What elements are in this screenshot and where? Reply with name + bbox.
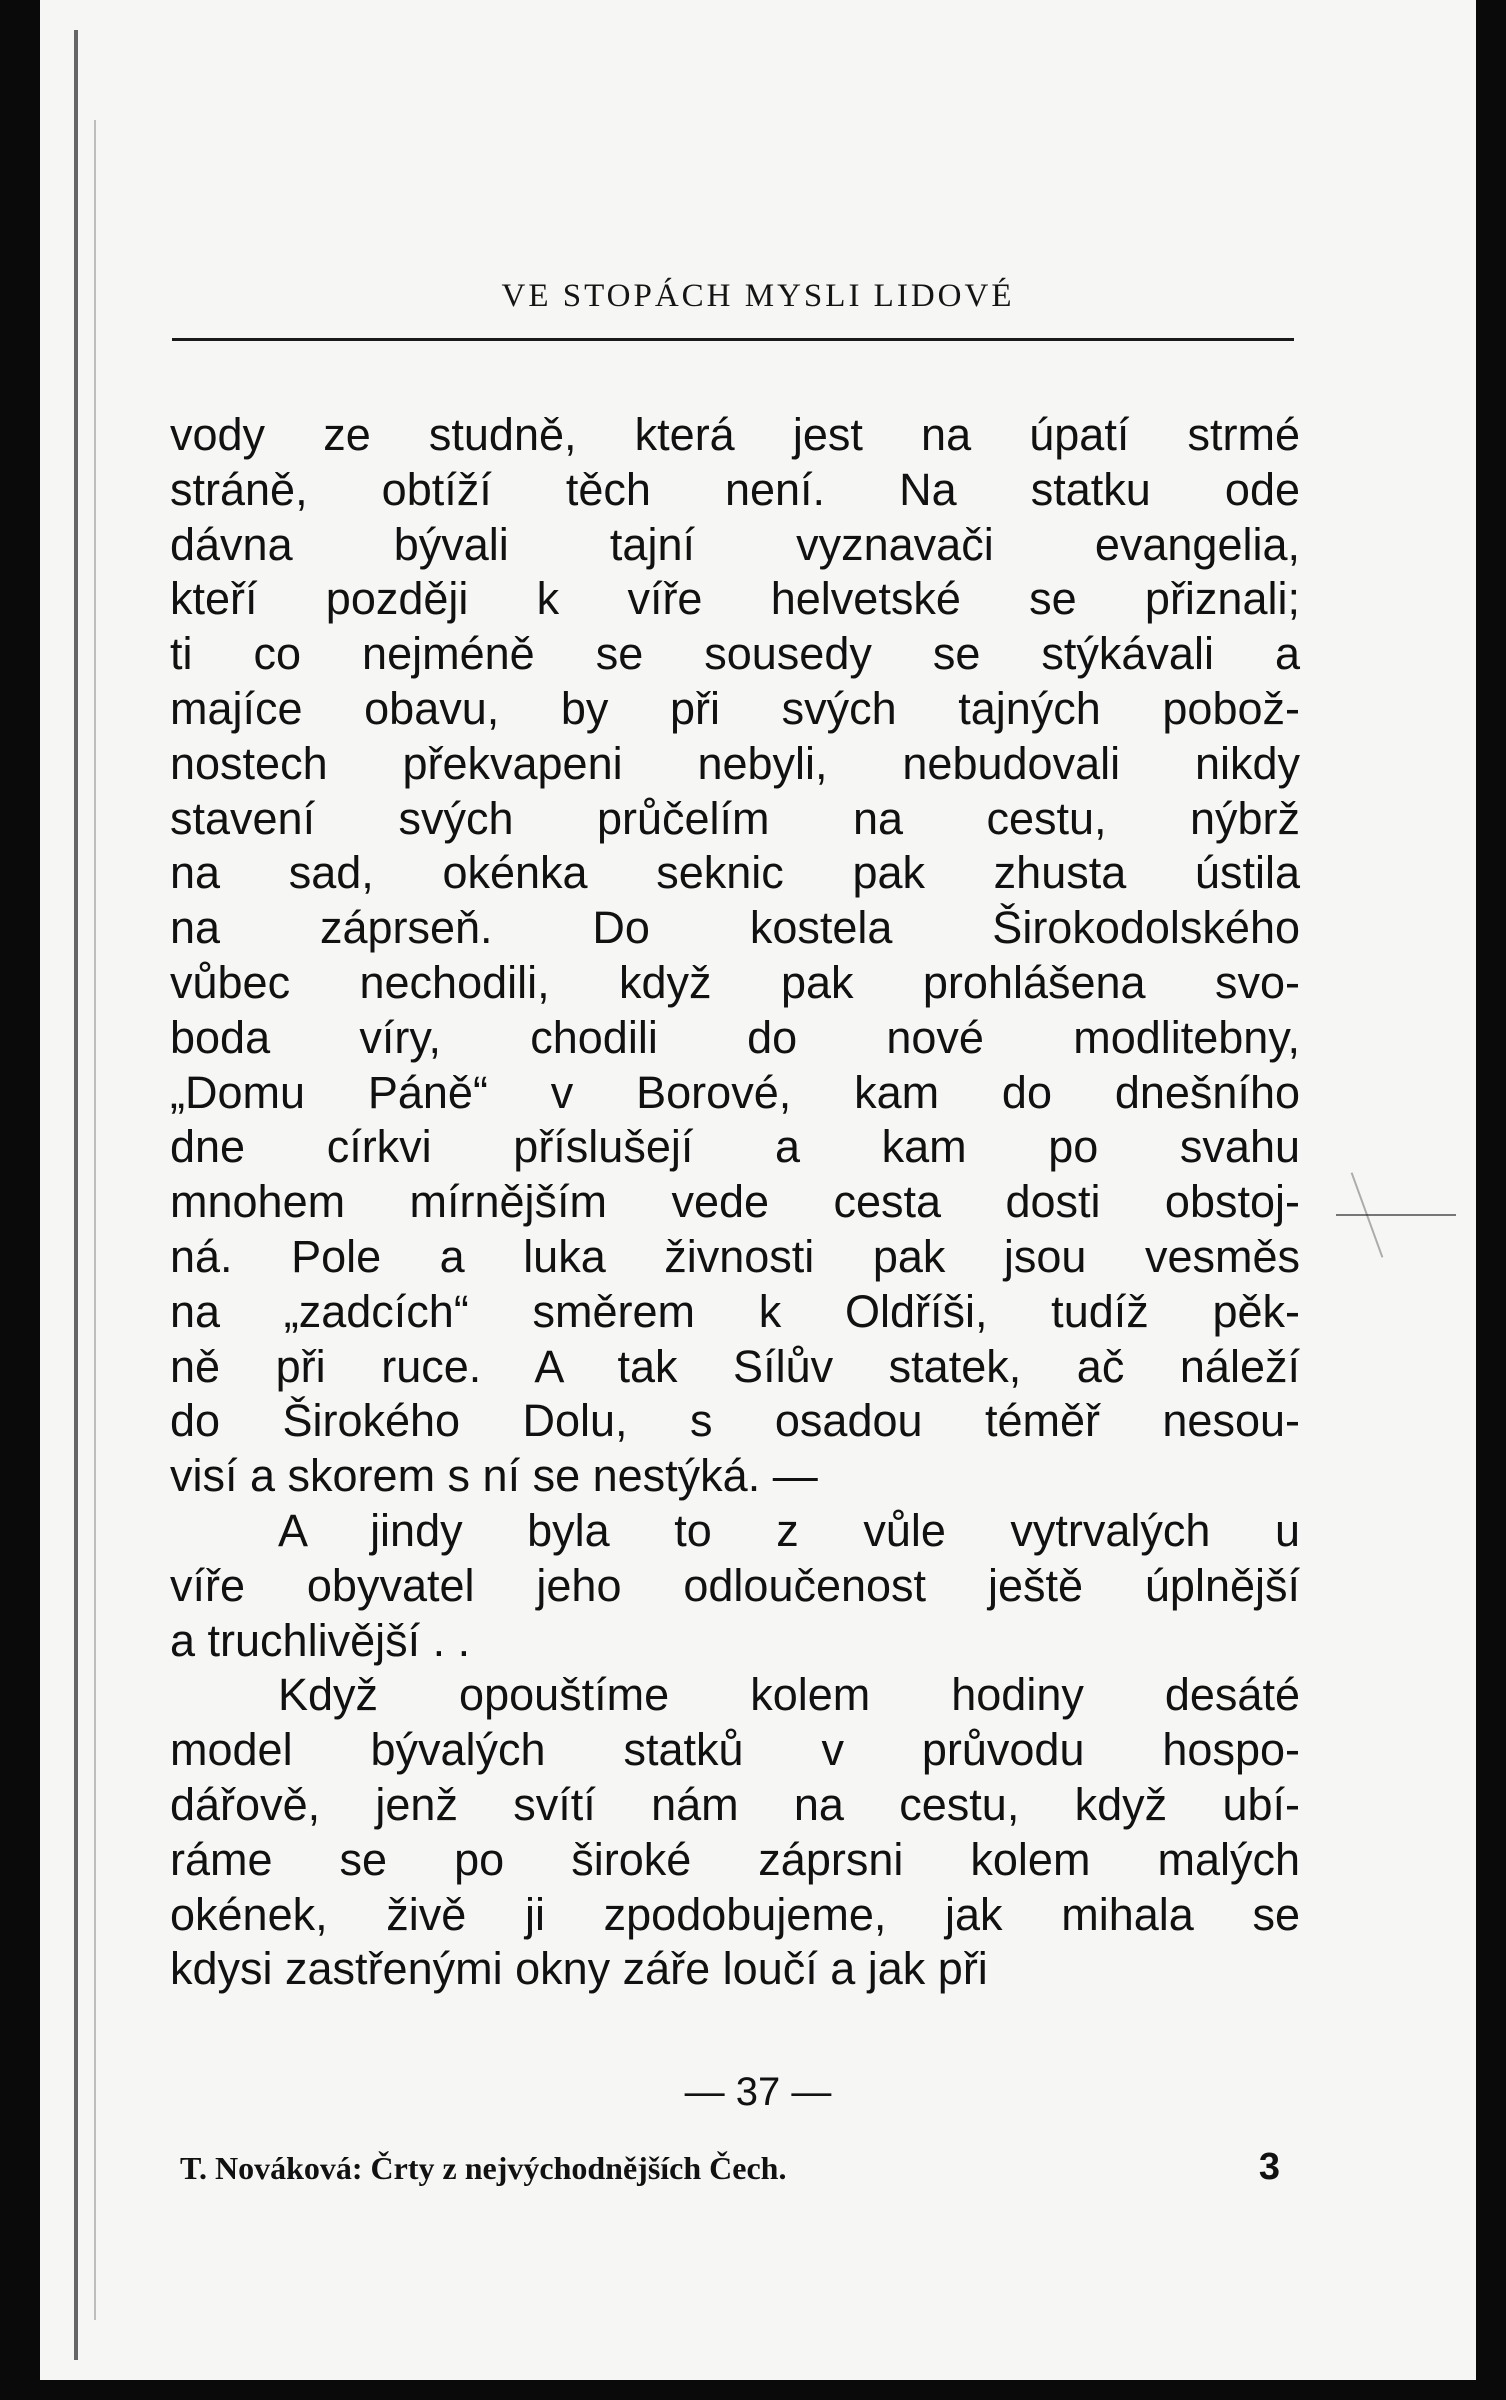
text-line: A jindy byla to z vůle vytrvalých u — [278, 1504, 1300, 1556]
page-edge-shadow — [74, 30, 78, 2360]
running-head: VE STOPÁCH MYSLI LIDOVÉ — [501, 278, 1015, 314]
text-line: na sad, okénka seknic pak zhusta ústila — [170, 847, 1300, 899]
text-line: ná. Pole a luka živnosti pak jsou vesměs — [170, 1230, 1300, 1282]
text-line: stavení svých průčelím na cestu, nýbrž — [170, 792, 1300, 844]
text-line: na záprseň. Do kostela Širokodolského — [170, 902, 1300, 954]
footer-signature-line — [180, 2146, 1280, 2188]
text-line: stráně, obtíží těch není. Na statku ode — [170, 463, 1300, 515]
text-line: mnohem mírnějším vede cesta dosti obstoj- — [170, 1176, 1300, 1228]
text-line: dávna bývali tajní vyznavači evangelia, — [170, 518, 1300, 570]
text-line: do Širokého Dolu, s osadou téměř nesou- — [170, 1395, 1300, 1447]
text-line: dářově, jenž svítí nám na cestu, když ubí- — [170, 1778, 1300, 1830]
body-text — [170, 408, 1300, 1997]
book-page — [40, 0, 1476, 2380]
text-line: ně při ruce. A tak Sílův statek, ač náleží — [170, 1340, 1300, 1392]
text-line: okének, živě ji zpodobujeme, jak mihala se — [170, 1888, 1300, 1940]
margin-pencil-mark — [1336, 1214, 1456, 1216]
text-line: „Domu Páně“ v Borové, kam do dnešního — [170, 1066, 1300, 1118]
text-line: dne církvi příslušejí a kam po svahu — [170, 1121, 1300, 1173]
text-line: kteří později k víře helvetské se přiznali; — [170, 573, 1300, 625]
text-line: kdysi zastřenými okny záře loučí a jak při — [170, 1943, 988, 1995]
page-gutter-line — [94, 120, 96, 2320]
text-line: ti co nejméně se sousedy se stýkávali a — [170, 628, 1300, 680]
page-number: — 37 — — [684, 2070, 832, 2114]
text-line: nostech překvapeni nebyli, nebudovali nikdy — [170, 737, 1300, 789]
text-line: boda víry, chodili do nové modlitebny, — [170, 1011, 1300, 1063]
header-rule — [172, 338, 1294, 341]
text-line: model bývalých statků v průvodu hospo- — [170, 1724, 1300, 1776]
text-line: vůbec nechodili, když pak prohlášena svo- — [170, 956, 1300, 1008]
text-line: ráme se po široké záprsni kolem malých — [170, 1833, 1300, 1885]
text-line: na „zadcích“ směrem k Oldříši, tudíž pěk- — [170, 1285, 1300, 1337]
text-line: visí a skorem s ní se nestýká. — — [170, 1450, 818, 1502]
signature-mark: 3 — [1258, 2146, 1280, 2188]
text-line: a truchlivější . . — [170, 1614, 471, 1666]
text-line: Když opouštíme kolem hodiny desáté — [278, 1669, 1300, 1721]
text-line: víře obyvatel jeho odloučenost ještě úplnější — [170, 1559, 1300, 1611]
footer-title: T. Nováková: Črty z nejvýchodnějších Čech. — [180, 2150, 787, 2186]
text-line: majíce obavu, by při svých tajných pobož- — [170, 682, 1300, 734]
text-line: vody ze studně, která jest na úpatí strmé — [170, 409, 1300, 460]
